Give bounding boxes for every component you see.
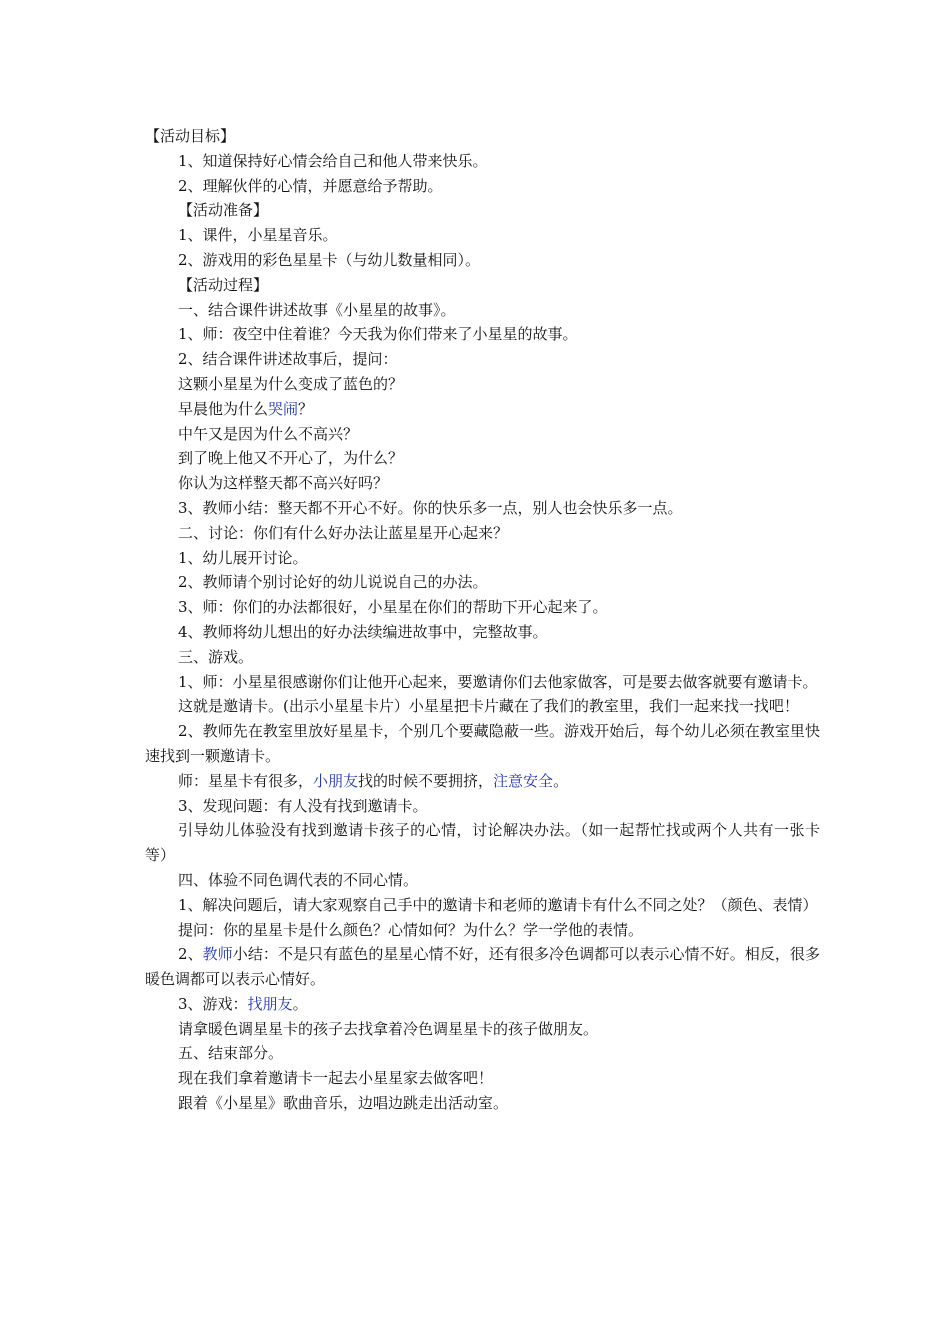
text-run: 3、师：你们的办法都很好，小星星在你们的帮助下开心起来了。 [178,598,608,617]
paragraph-10 [145,372,820,397]
text-run: 1、解决问题后，请大家观察自己手中的邀请卡和老师的邀请卡有什么不同之处？（颜色、表情） [178,895,818,914]
inline-link[interactable]: 教师 [202,945,233,964]
paragraph-28 [145,868,820,893]
text-run: 提问：你的星星卡是什么颜色？心情如何？为什么？学一学他的表情。 [178,920,644,939]
text-run: 五、结束部分。 [178,1044,284,1063]
text-run: 3、发现问题：有人没有找到邀请卡。 [178,796,428,815]
paragraph-32 [145,992,820,1017]
paragraph-12 [145,422,820,447]
document-body [145,124,820,1116]
paragraph-1 [145,149,820,174]
text-run: 3、教师小结：整天都不开心不好。你的快乐多一点，别人也会快乐多一点。 [178,498,683,517]
paragraph-22 [145,670,820,695]
text-run: 1、师：夜空中住着谁？今天我为你们带来了小星星的故事。 [178,325,578,344]
paragraph-8 [145,322,820,347]
text-run: 这颗小星星为什么变成了蓝色的？ [178,374,404,393]
paragraph-31 [145,942,820,992]
text-run: 2、结合课件讲述故事后，提问： [178,350,398,369]
paragraph-17 [145,546,820,571]
text-run: 3、游戏： [178,994,248,1013]
text-run: 师：星星卡有很多， [178,771,314,790]
text-run: 你认为这样整天都不高兴好吗？ [178,474,389,493]
text-run: 【活动目标】 [145,127,236,145]
paragraph-2 [145,174,820,199]
text-run: 小结：不是只有蓝色的星星心情不好，还有很多冷色调都可以表示心情不好。相反，很多暖色调都可以表示心情好。 [145,945,820,989]
text-run: ？ [298,399,314,418]
paragraph-34 [145,1041,820,1066]
paragraph-35 [145,1066,820,1091]
text-run: 2、 [178,945,203,964]
text-run: 中午又是因为什么不高兴？ [178,424,359,443]
paragraph-26 [145,794,820,819]
paragraph-6 [145,273,820,298]
paragraph-4 [145,223,820,248]
text-run: 1、知道保持好心情会给自己和他人带来快乐。 [178,151,488,170]
text-run: 这就是邀请卡。(出示小星星卡片）小星星把卡片藏在了我们的教室里，我们一起来找一找吧！ [178,697,799,716]
text-run: 【活动准备】 [178,201,269,220]
paragraph-19 [145,595,820,620]
paragraph-27 [145,818,820,868]
paragraph-0 [145,124,820,149]
paragraph-13 [145,446,820,471]
paragraph-7 [145,298,820,323]
paragraph-5 [145,248,820,273]
paragraph-24 [145,719,820,769]
paragraph-23 [145,694,820,719]
paragraph-16 [145,521,820,546]
paragraph-25 [145,769,820,794]
paragraph-29 [145,893,820,918]
paragraph-36 [145,1091,820,1116]
text-run: 。 [292,994,308,1013]
text-run: 4、教师将幼儿想出的好办法续编进故事中，完整故事。 [178,622,548,641]
paragraph-18 [145,570,820,595]
text-run: 2、教师请个别讨论好的幼儿说说自己的办法。 [178,573,488,592]
text-run: 二、讨论：你们有什么好办法让蓝星星开心起来？ [178,523,509,542]
text-run: 1、幼儿展开讨论。 [178,548,308,567]
text-run: 。 [553,771,569,790]
inline-link[interactable]: 哭闹 [268,399,299,418]
paragraph-21 [145,645,820,670]
text-run: 找的时候不要拥挤， [358,771,494,790]
inline-link[interactable]: 注意安全 [493,771,554,790]
text-run: 四、体验不同色调代表的不同心情。 [178,870,419,889]
paragraph-3 [145,198,820,223]
text-run: 引导幼儿体验没有找到邀请卡孩子的心情，讨论解决办法。（如一起帮忙找或两个人共有一张卡等） [145,821,820,865]
text-run: 现在我们拿着邀请卡一起去小星星家去做客吧！ [178,1069,494,1088]
text-run: 1、师：小星星很感谢你们让他开心起来，要邀请你们去他家做客，可是要去做客就要有邀请卡。 [178,672,818,691]
paragraph-30 [145,918,820,943]
paragraph-14 [145,471,820,496]
text-run: 2、理解伙伴的心情，并愿意给予帮助。 [178,176,443,195]
paragraph-9 [145,347,820,372]
paragraph-20 [145,620,820,645]
text-run: 早晨他为什么 [178,399,269,418]
paragraph-33 [145,1017,820,1042]
text-run: 1、课件，小星星音乐。 [178,226,338,245]
text-run: 三、游戏。 [178,647,254,666]
text-run: 到了晚上他又不开心了，为什么？ [178,449,404,468]
paragraph-11 [145,397,820,422]
inline-link[interactable]: 小朋友 [313,771,359,790]
inline-link[interactable]: 找朋友 [247,994,293,1013]
text-run: 跟着《小星星》歌曲音乐，边唱边跳走出活动室。 [178,1094,509,1113]
paragraph-15 [145,496,820,521]
text-run: 请拿暖色调星星卡的孩子去找拿着冷色调星星卡的孩子做朋友。 [178,1019,599,1038]
text-run: 【活动过程】 [178,275,269,294]
text-run: 2、教师先在教室里放好星星卡，个别几个要藏隐蔽一些。游戏开始后，每个幼儿必须在教室里快速找到一颗邀请卡。 [145,722,820,765]
text-run: 2、游戏用的彩色星星卡（与幼儿数量相同）。 [178,250,481,269]
text-run: 一、结合课件讲述故事《小星星的故事》。 [178,300,456,319]
